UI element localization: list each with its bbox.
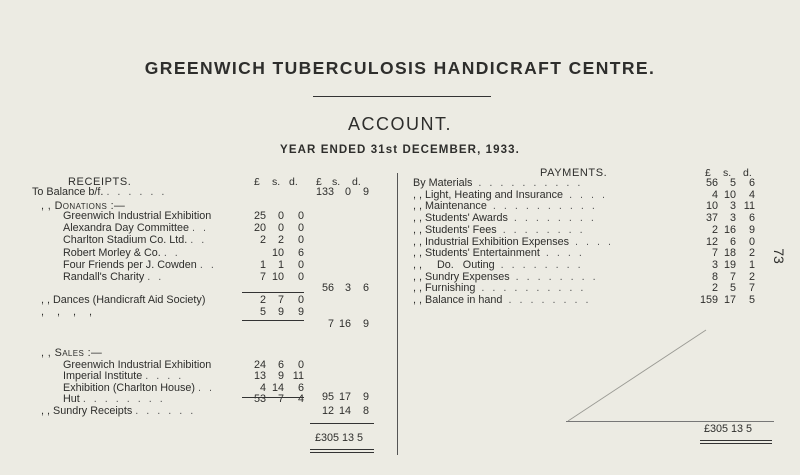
payments-grand-total: £305 13 5 [704, 423, 753, 435]
payments-grand-rule-double [700, 443, 772, 444]
receipt-label: Imperial Institute [63, 370, 143, 383]
amount-pence: 11 [743, 200, 755, 213]
receipt-label: Greenwich Industrial Exhibition [63, 210, 212, 222]
receipt-label: Greenwich Industrial Exhibition [63, 359, 212, 371]
receipts-heading: RECEIPTS. [68, 176, 132, 188]
receipt-label: , , Dances (Handicraft Aid Society) [41, 294, 206, 306]
leader-dots: . . . . . . . . [82, 392, 166, 405]
receipts-pence-head: d. [289, 176, 298, 188]
payments-grand-rule-top [566, 421, 774, 422]
amount-shillings: 3 [729, 212, 736, 225]
payments-shilling-head: s. [723, 167, 732, 179]
amount-pounds: 1 [259, 258, 266, 271]
amount-pence: 0 [297, 234, 304, 247]
amount-pence: 6 [748, 212, 755, 225]
amount-pence: 0 [297, 271, 304, 283]
payments-heading: PAYMENTS. [540, 167, 608, 179]
amount-pounds: 3 [711, 258, 718, 271]
total-shillings: 3 [344, 282, 351, 294]
amount-shillings: 0 [277, 222, 284, 235]
total-shillings: 16 [338, 318, 351, 330]
receipt-label: Exhibition (Charlton House) [63, 381, 196, 394]
amount-shillings: 10 [271, 271, 284, 283]
amount-shillings: 9 [277, 306, 284, 318]
receipts-pound-head: £ [254, 176, 260, 188]
amount-pounds: 24 [253, 359, 266, 371]
document-title: GREENWICH TUBERCULOSIS HANDICRAFT CENTRE. [144, 58, 656, 78]
total-pounds: 133 [315, 186, 334, 198]
total-pounds: 12 [321, 405, 334, 417]
total-pence: 9 [362, 318, 369, 330]
payment-label: , , Maintenance [413, 200, 487, 213]
account-title: ACCOUNT. [347, 114, 452, 134]
total-pence: 9 [362, 186, 369, 198]
leader-dots: . . . . . . [135, 405, 196, 417]
amount-pounds: 37 [705, 212, 718, 225]
leader-dots: . . [163, 246, 181, 259]
amount-pounds: 8 [711, 270, 718, 283]
receipt-label: Randall's Charity [63, 271, 145, 283]
amount-shillings: 5 [729, 282, 736, 295]
amount-pence: 0 [297, 258, 304, 271]
receipt-label: Four Friends per J. Cowden [63, 258, 197, 271]
amount-pounds: 13 [253, 370, 266, 383]
leader-dots: . . [147, 271, 164, 283]
amount-pounds: 25 [253, 210, 266, 222]
leader-dots: . . . . [575, 235, 614, 248]
payment-label: , , Sundry Expenses [413, 270, 510, 283]
amount-pounds: 2 [259, 294, 266, 306]
amount-pence: 6 [297, 246, 304, 259]
donations-heading: , , Donations :— [41, 200, 126, 212]
total-shillings: 0 [344, 186, 351, 198]
amount-pounds: 12 [705, 235, 718, 248]
leader-dots: . . . . [545, 247, 585, 260]
leader-dots: . . . . [569, 188, 608, 201]
receipt-label: Robert Morley & Co. [63, 246, 161, 259]
amount-pence: 4 [748, 188, 755, 201]
amount-pence: 9 [297, 306, 304, 318]
amount-pounds: 10 [705, 200, 718, 213]
payments-pence-head: d. [743, 167, 752, 179]
page-number: 73 [770, 248, 787, 264]
payment-label: , , Do. Outing [413, 258, 495, 271]
amount-pounds: 2 [259, 234, 266, 247]
payment-label: By Materials [413, 177, 473, 189]
amount-shillings: 17 [723, 294, 736, 306]
amount-shillings: 9 [277, 370, 284, 383]
amount-pence: 6 [297, 381, 304, 394]
payments-grand-rule-bottom [700, 440, 772, 441]
amount-shillings: 1 [277, 258, 284, 271]
amount-shillings: 7 [277, 294, 284, 306]
amount-shillings: 7 [729, 270, 736, 283]
amount-shillings: 14 [271, 381, 284, 394]
leader-dots: . . . . . . . . . . [492, 200, 598, 213]
leader-dots: . . [192, 222, 209, 235]
amount-pence: 0 [297, 294, 304, 306]
leader-dots: . . [199, 258, 217, 271]
amount-pence: 9 [748, 223, 755, 236]
total-pence: 6 [362, 282, 369, 294]
leader-dots: . . . . . . [106, 186, 167, 198]
leader-dots: . . . . . . . . [502, 223, 586, 236]
receipt-label: Charlton Stadium Co. Ltd. [63, 234, 188, 247]
amount-shillings: 16 [723, 223, 736, 236]
amount-shillings: 6 [277, 359, 284, 371]
amount-pounds: 4 [259, 381, 266, 394]
amount-pounds: 7 [711, 247, 718, 260]
amount-pence: 2 [748, 247, 755, 260]
amount-pounds: 56 [705, 177, 718, 189]
receipts-grand-total: £305 13 5 [315, 432, 364, 444]
leader-dots: . . [198, 381, 215, 394]
amount-pence: 7 [748, 282, 755, 295]
total-shillings: 17 [338, 391, 351, 403]
total-shillings: 14 [338, 405, 351, 417]
amount-pence: 2 [748, 270, 755, 283]
total-pounds: 7 [327, 318, 334, 330]
receipts-total-shilling-head: s. [332, 176, 341, 188]
total-pence: 9 [362, 391, 369, 403]
total-pounds: 56 [321, 282, 334, 294]
leader-dots: . . . . [145, 370, 184, 383]
receipt-label: To Balance b/f. [32, 186, 104, 198]
amount-pounds: 159 [699, 294, 718, 306]
amount-pounds: 2 [711, 223, 718, 236]
payment-label: , , Students' Fees [413, 223, 497, 236]
receipt-label: Hut [63, 392, 80, 405]
receipts-total-pound-head: £ [316, 176, 322, 188]
amount-pence: 0 [297, 210, 304, 222]
total-pounds: 95 [321, 391, 334, 403]
amount-shillings: 0 [277, 210, 284, 222]
payments-pound-head: £ [705, 167, 711, 179]
amount-shillings: 7 [277, 392, 284, 405]
amount-pounds: 4 [711, 188, 718, 201]
amount-pounds: 7 [259, 271, 266, 283]
sales-heading: , , Sales :— [41, 347, 103, 359]
amount-shillings: 5 [729, 177, 736, 189]
amount-pence: 5 [748, 294, 755, 306]
leader-dots: . . [190, 234, 207, 247]
amount-shillings: 10 [271, 246, 284, 259]
payment-label: , , Students' Awards [413, 212, 508, 225]
amount-shillings: 19 [723, 258, 736, 271]
leader-dots: . . . . . . . . [508, 294, 591, 306]
payment-label: , , Balance in hand [413, 294, 503, 306]
amount-shillings: 6 [729, 235, 736, 248]
payment-label: , , Industrial Exhibition Expenses [413, 235, 570, 248]
amount-shillings: 18 [723, 247, 736, 260]
amount-pounds: 53 [253, 392, 266, 405]
leader-dots: . . . . . . . . [513, 212, 597, 225]
amount-pence: 0 [748, 235, 755, 248]
total-pence: 8 [362, 405, 369, 417]
amount-pence: 4 [297, 392, 304, 405]
amount-pence: 1 [748, 258, 755, 271]
amount-pounds: 2 [711, 282, 718, 295]
payment-label: , , Furnishing [413, 282, 476, 295]
amount-pence: 11 [292, 370, 304, 383]
amount-pence: 0 [297, 222, 304, 235]
amount-pounds: 20 [253, 222, 266, 235]
amount-pence: 6 [748, 177, 755, 189]
leader-dots: . . . . . . . . . . [478, 177, 583, 189]
leader-dots: . . . . . . . . [500, 258, 584, 271]
receipts-shilling-head: s. [272, 176, 281, 188]
amount-shillings: 3 [729, 200, 736, 213]
receipt-label: Alexandra Day Committee [63, 222, 190, 235]
leader-dots: . . . . . . . . [515, 270, 599, 283]
amount-pence: 0 [297, 359, 304, 371]
leader-dots: . . . . . . . . . . [481, 282, 586, 295]
period-subtitle: YEAR ENDED 31st DECEMBER, 1933. [280, 144, 520, 156]
payment-label: , , Students' Entertainment [413, 247, 540, 260]
receipts-total-pence-head: d. [352, 176, 361, 188]
amount-shillings: 10 [723, 188, 736, 201]
payment-label: , , Light, Heating and Insurance [413, 188, 564, 201]
receipt-label: , , Sundry Receipts [41, 405, 133, 417]
amount-shillings: 2 [277, 234, 284, 247]
amount-pounds: 5 [259, 306, 266, 318]
ditto-marks: , , , , [41, 306, 97, 318]
